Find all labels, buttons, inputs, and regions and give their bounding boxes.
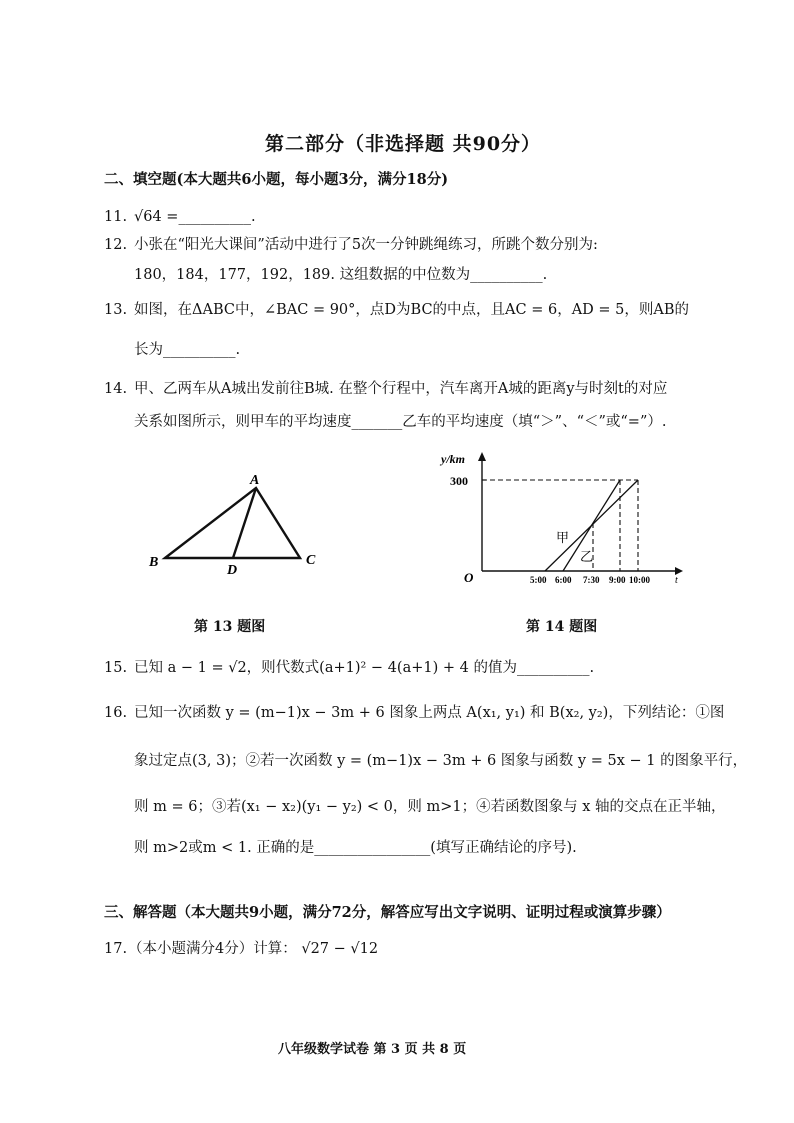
q14-line1: 甲、乙两车从A城出发前往B城. 在整个行程中，汽车离开A城的距离y与时刻t的对应 — [134, 381, 668, 397]
q17-text: （本小题满分4分）计算： √27 − √12 — [128, 941, 379, 957]
q15-text: 已知 a − 1 = √2，则代数式(a+1)² − 4(a+1) + 4 的值为__________. — [134, 660, 595, 676]
label-yi: 乙 — [580, 549, 594, 564]
q16-line1: 已知一次函数 y = (m−1)x − 3m + 6 图象上两点 A(x₁, y₁) 和 B(x₂, y₂)，下列结论：①图 — [134, 705, 725, 721]
q15-number: 15. — [104, 660, 128, 676]
q12-number: 12. — [104, 237, 128, 253]
q16-number: 16. — [104, 705, 128, 721]
q13-line1: 如图，在ΔABC中，∠BAC = 90°，点D为BC的中点，且AC = 6，AD = 5，则AB的 — [134, 302, 690, 318]
x-tick-7-30: 7:30 — [583, 575, 600, 585]
label-c: C — [306, 553, 316, 568]
q11-text: √64 =__________. — [134, 209, 256, 225]
section-2-heading: 二、填空题(本大题共6小题，每小题3分，满分18分) — [104, 171, 449, 188]
x-axis-arrow — [675, 567, 683, 575]
label-d: D — [227, 563, 238, 578]
label-a: A — [250, 473, 260, 488]
y-axis-arrow — [478, 452, 486, 461]
q17-number: 17. — [104, 941, 128, 957]
x-tick-5-00: 5:00 — [530, 575, 547, 585]
x-tick-10-00: 10:00 — [629, 575, 650, 585]
label-b: B — [149, 555, 159, 570]
q12-line2: 180，184，177，192，189. 这组数据的中位数为__________. — [134, 267, 548, 283]
figure-13-triangle — [140, 470, 340, 580]
x-axis-label: t — [675, 575, 678, 586]
y-axis-label: y/km — [441, 452, 465, 466]
q16-line3: 则 m = 6；③若(x₁ − x₂)(y₁ − y₂) < 0，则 m>1；④若函数图象与 x 轴的交点在正半轴， — [134, 799, 726, 815]
label-jia: 甲 — [556, 530, 570, 545]
q16-line2: 象过定点(3, 3)；②若一次函数 y = (m−1)x − 3m + 6 图象与函数 y = 5x − 1 的图象平行， — [134, 753, 748, 769]
q16-line4: 则 m>2或m < 1. 正确的是________________(填写正确结论的序号). — [134, 840, 577, 856]
q13-number: 13. — [104, 302, 128, 318]
triangle-abc — [165, 488, 300, 558]
figure-13-caption: 第 13 题图 — [194, 619, 266, 635]
q14-number: 14. — [104, 381, 128, 397]
page-title: 第二部分（非选择题 共90分） — [265, 133, 542, 155]
page-footer: 八年级数学试卷 第 3 页 共 8 页 — [278, 1042, 467, 1057]
q11-number: 11. — [104, 209, 128, 225]
x-tick-6-00: 6:00 — [555, 575, 572, 585]
q13-line2: 长为__________. — [134, 342, 241, 358]
figure-14-caption: 第 14 题图 — [526, 619, 598, 635]
q14-line2: 关系如图所示，则甲车的平均速度_______乙车的平均速度（填“＞”、“＜”或“=”）. — [134, 414, 667, 430]
origin-label: O — [464, 570, 474, 585]
q12-line1: 小张在“阳光大课间”活动中进行了5次一分钟跳绳练习，所跳个数分别为: — [134, 237, 598, 253]
figure-14-graph — [435, 445, 695, 590]
y-tick-300: 300 — [450, 474, 468, 488]
median-ad — [233, 488, 256, 558]
x-tick-9-00: 9:00 — [609, 575, 626, 585]
section-3-heading: 三、解答题（本大题共9小题，满分72分，解答应写出文字说明、证明过程或演算步骤） — [104, 904, 671, 921]
